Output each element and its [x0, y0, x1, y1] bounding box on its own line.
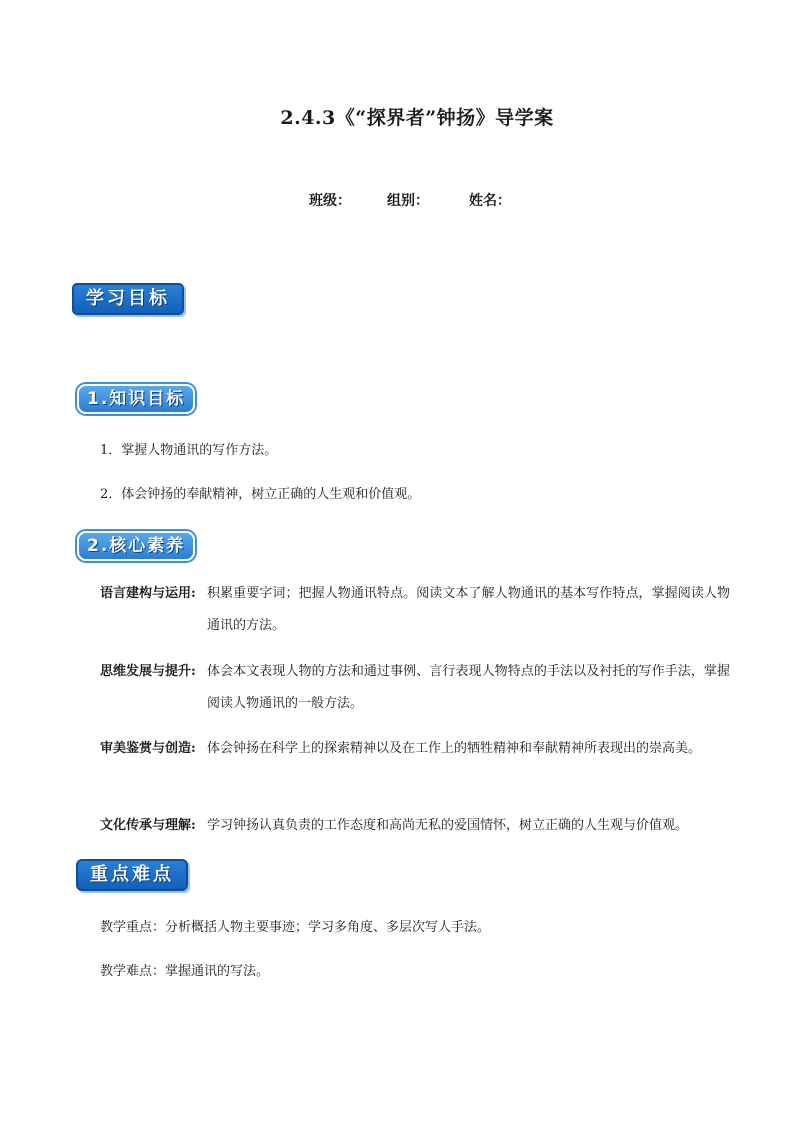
core-item-text: 体会本文表现人物的方法和通过事例、言行表现人物特点的手法以及衬托的写作手法，掌握阅读人物通讯的一般方法。: [207, 664, 730, 711]
knowledge-item: 2．体会钟扬的奉献精神，树立正确的人生观和价值观。: [100, 487, 421, 502]
section-badge-key-points: 重点难点: [76, 859, 188, 891]
class-label: 班级：: [309, 193, 351, 209]
core-item-thinking: [100, 656, 730, 720]
core-item-text: 体会钟扬在科学上的探索精神以及在工作上的牺牲精神和奉献精神所表现出的崇高美。: [207, 741, 702, 756]
knowledge-item: 1．掌握人物通讯的写作方法。: [100, 443, 278, 458]
key-point-item: 教学难点：掌握通讯的写法。: [100, 964, 270, 979]
core-item-label: 文化传承与理解:: [100, 818, 196, 833]
core-item-label: 语言建构与运用:: [100, 586, 196, 601]
name-label: 姓名：: [469, 193, 511, 209]
core-item-label: 审美鉴赏与创造:: [100, 741, 196, 756]
page-title: 2.4.3《“探界者”钟扬》导学案: [280, 107, 554, 129]
key-point-item: 教学重点：分析概括人物主要事迹；学习多角度、多层次写人手法。: [100, 920, 491, 935]
section-badge-knowledge: 1.知识目标: [77, 384, 195, 414]
core-item-label: 思维发展与提升:: [100, 664, 196, 679]
student-info-line: [309, 190, 511, 210]
group-label: 组别：: [387, 193, 429, 209]
core-item-text: 积累重要字词；把握人物通讯特点。阅读文本了解人物通讯的基本写作特点，掌握阅读人物通讯的方法。: [207, 586, 730, 633]
core-item-text: 学习钟扬认真负责的工作态度和高尚无私的爱国情怀，树立正确的人生观与价值观。: [207, 818, 689, 833]
section-badge-core: 2.核心素养: [77, 531, 195, 561]
core-item-language: [100, 578, 730, 642]
core-item-aesthetic: [100, 733, 730, 765]
section-badge-objectives: 学习目标: [72, 283, 184, 315]
core-item-culture: [100, 810, 730, 842]
